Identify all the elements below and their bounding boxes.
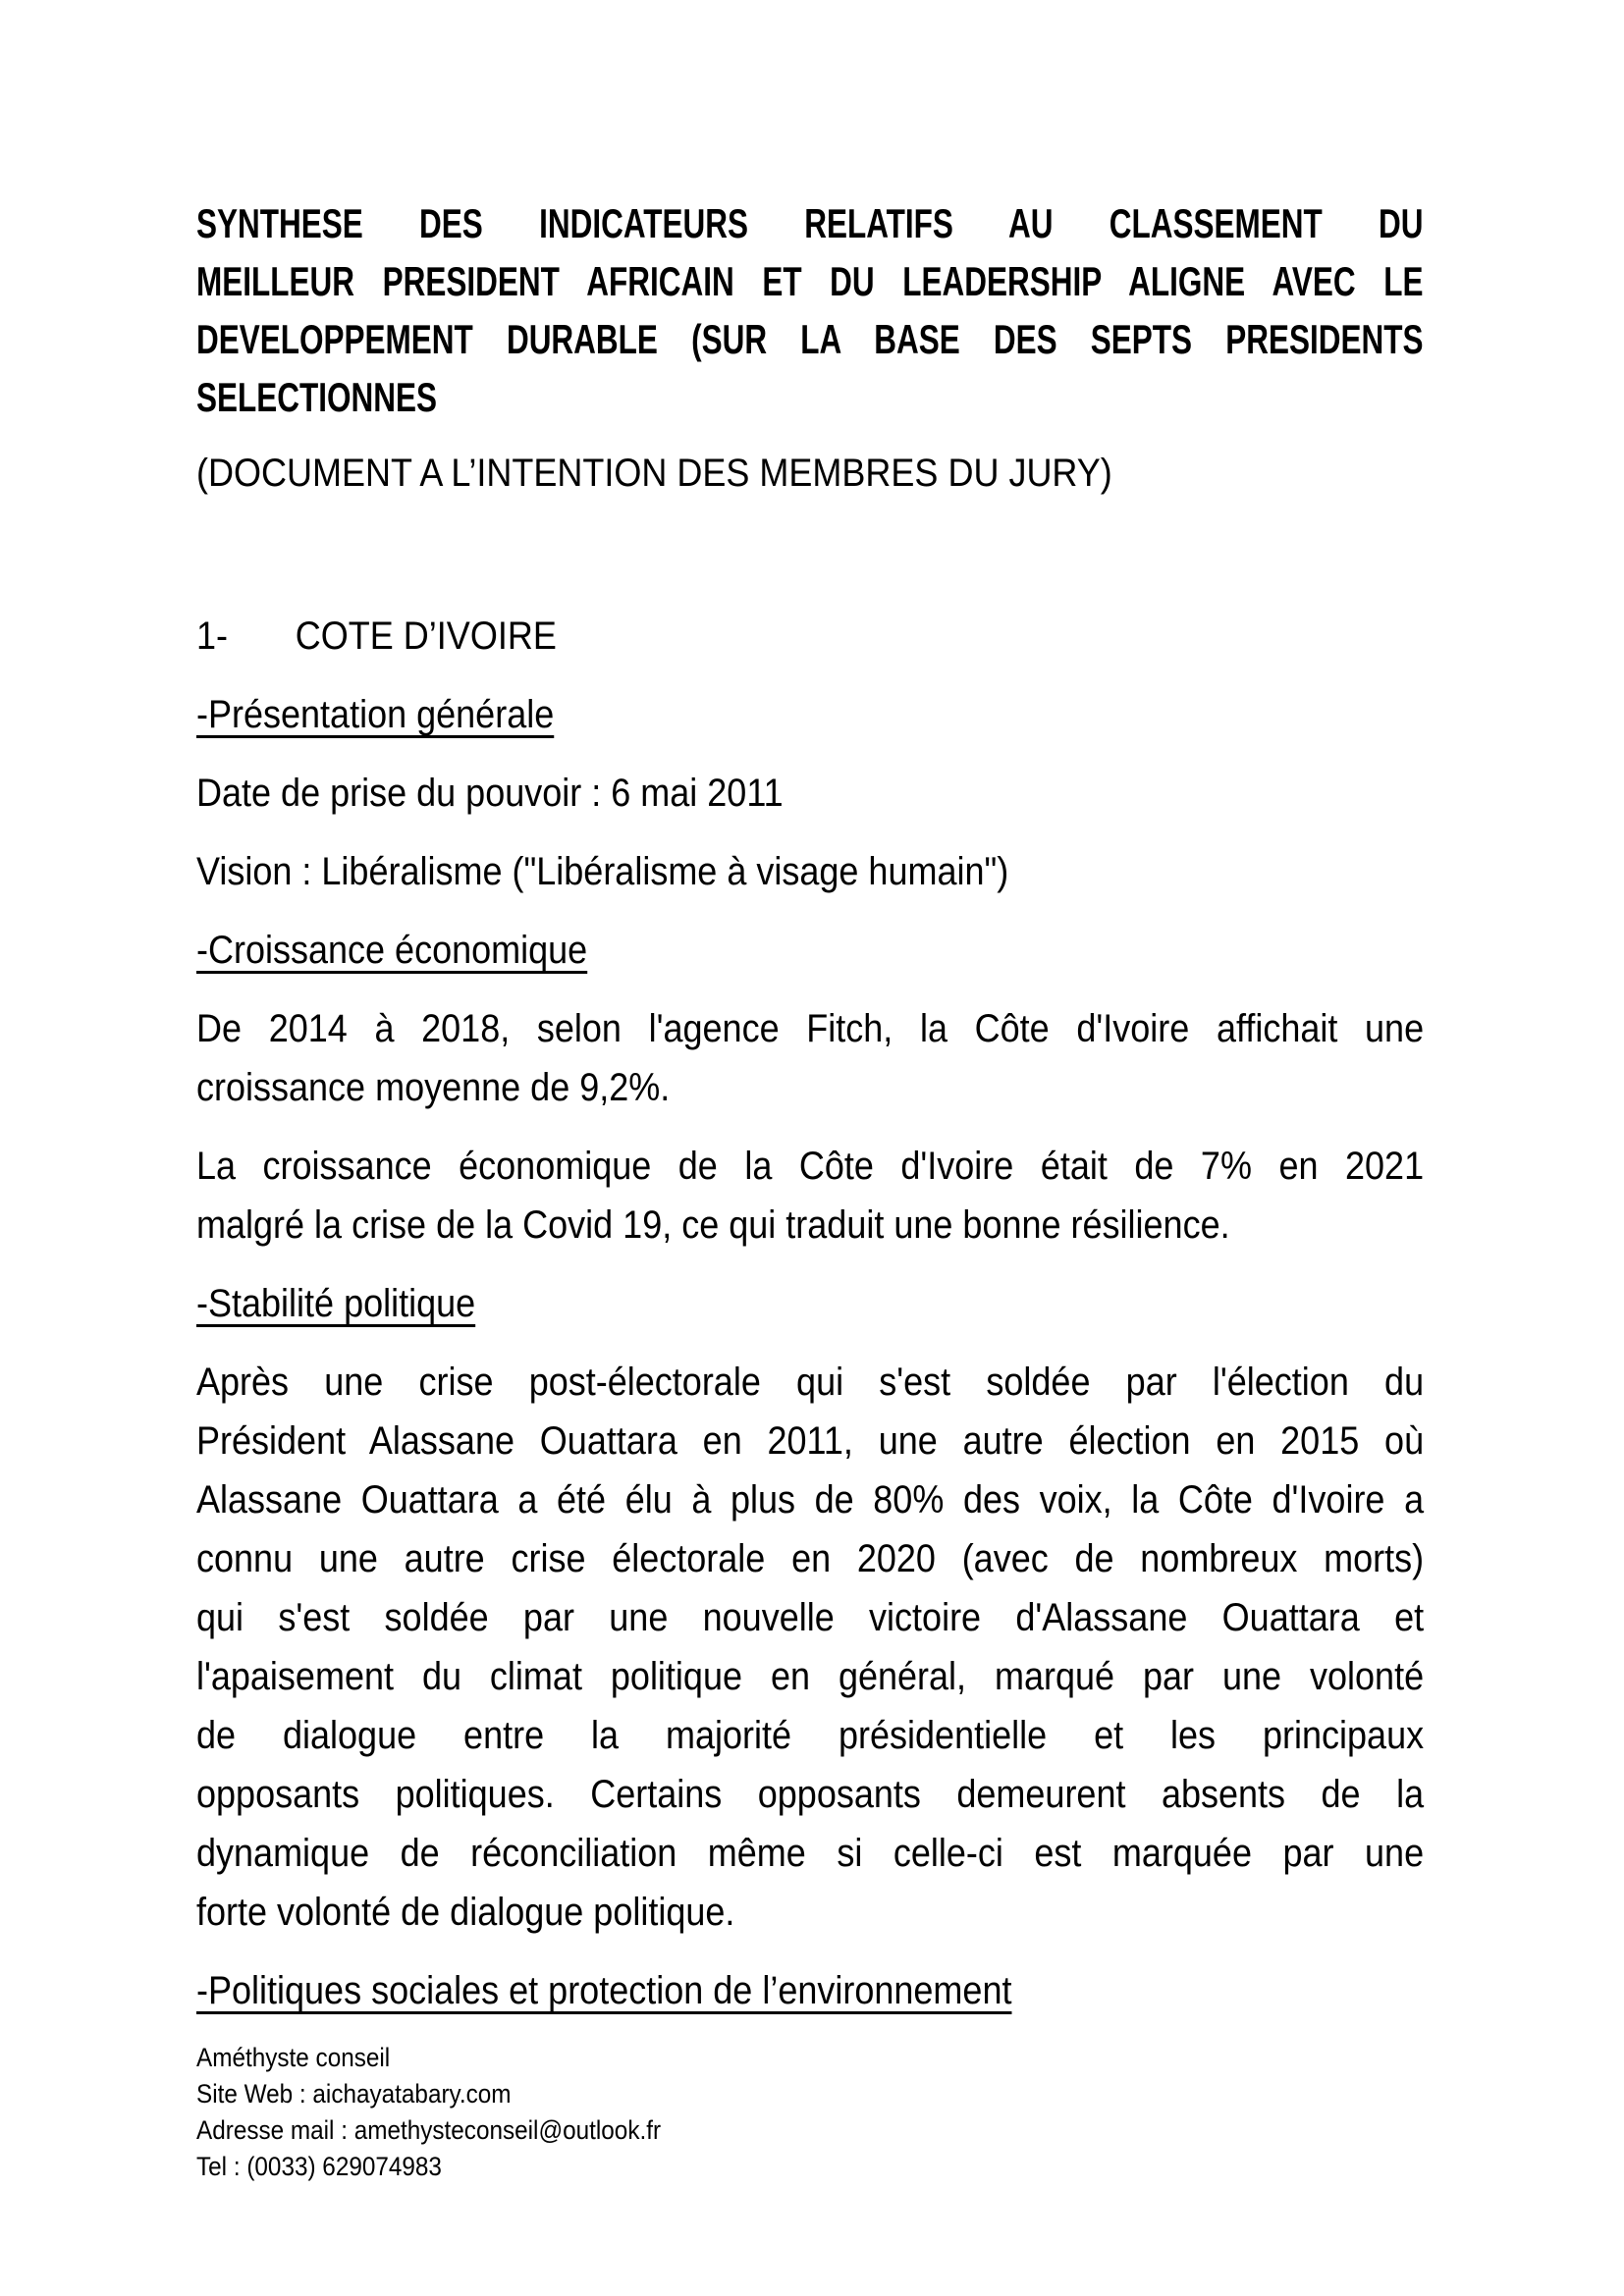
heading-presentation-generale: -Présentation générale (196, 693, 555, 736)
text-line: forte volonté de dialogue politique. (196, 1891, 735, 1934)
heading-politiques-sociales: -Politiques sociales et protection de l’environnement (196, 1969, 1012, 2012)
text-line: SELECTIONNES (196, 374, 438, 420)
text-line: croissance moyenne de 9,2%. (196, 1066, 671, 1109)
text-line: Site Web : aichayatabary.com (196, 2079, 512, 2109)
blank-line (196, 525, 1424, 584)
text-line: Améthyste conseil (196, 2043, 391, 2072)
paragraph-date-prise-pouvoir: Date de prise du pouvoir : 6 mai 2011 (196, 772, 784, 815)
text-line: de dialogue entre la majorité présidentielle et les principaux (196, 1714, 1425, 1757)
section-number: 1- (196, 614, 229, 658)
text-line: Alassane Ouattara a été élu à plus de 80% des voix, la Côte d'Ivoire a (196, 1478, 1425, 1522)
document-subtitle: (DOCUMENT A L’INTENTION DES MEMBRES DU JURY) (196, 452, 1112, 495)
text-line: qui s'est soldée par une nouvelle victoire d'Alassane Ouattara et (196, 1596, 1425, 1639)
paragraph-croissance-2 (196, 1137, 1424, 1255)
text-line: Président Alassane Ouattara en 2011, une autre élection en 2015 où (196, 1419, 1425, 1463)
text-line: De 2014 à 2018, selon l'agence Fitch, la Côte d'Ivoire affichait une (196, 1007, 1425, 1050)
text-line: Adresse mail : amethysteconseil@outlook.fr (196, 2115, 662, 2145)
heading-stabilite-politique: -Stabilité politique (196, 1282, 476, 1325)
text-line: malgré la crise de la Covid 19, ce qui traduit une bonne résilience. (196, 1203, 1230, 1247)
text-line: SYNTHESE DES INDICATEURS RELATIFS AU CLASSEMENT DU (196, 200, 1424, 246)
heading-croissance-economique: -Croissance économique (196, 929, 588, 972)
text-line: dynamique de réconciliation même si celle-ci est marquée par une (196, 1832, 1425, 1875)
text-line: DEVELOPPEMENT DURABLE (SUR LA BASE DES SEPTS PRESIDENTS (196, 316, 1424, 362)
document-title (196, 194, 1424, 426)
paragraph-stabilite-politique (196, 1353, 1424, 1942)
paragraph-croissance-1 (196, 999, 1424, 1117)
text-line: opposants politiques. Certains opposants demeurent absents de la (196, 1773, 1425, 1816)
text-line: Après une crise post-électorale qui s'est soldée par l'élection du (196, 1361, 1425, 1404)
text-line: Tel : (0033) 629074983 (196, 2152, 442, 2181)
text-line: l'apaisement du climat politique en général, marqué par une volonté (196, 1655, 1425, 1698)
section-title: COTE D’IVOIRE (295, 614, 557, 658)
page-footer (196, 2040, 1424, 2185)
text-line: connu une autre crise électorale en 2020 (avec de nombreux morts) (196, 1537, 1425, 1580)
paragraph-vision: Vision : Libéralisme ("Libéralisme à visage humain") (196, 850, 1009, 893)
text-line: MEILLEUR PRESIDENT AFRICAIN ET DU LEADERSHIP ALIGNE AVEC LE (196, 258, 1424, 304)
text-line: La croissance économique de la Côte d'Ivoire était de 7% en 2021 (196, 1145, 1425, 1188)
section-heading-cote-divoire (196, 607, 1424, 666)
